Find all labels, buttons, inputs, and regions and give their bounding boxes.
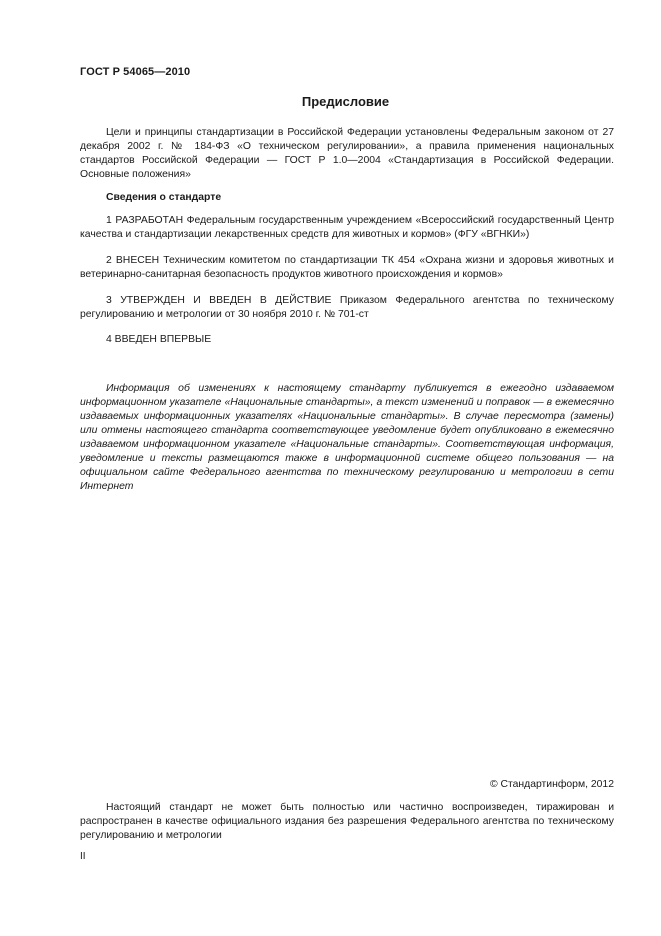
- info-heading: Сведения о стандарте: [106, 192, 222, 203]
- list-item: 1 РАЗРАБОТАН Федеральным государственным учреждением «Всероссийский государственный Центр качества и стандартизации лекарственных средств для животных и кормов» (ФГУ «ВГНКИ»): [80, 215, 614, 240]
- reproduction-notice: Настоящий стандарт не может быть полностью или частично воспроизведен, тиражирован и распространен в качестве официального издания без разрешения Федерального агентства по техническому регулированию и метрологии: [80, 802, 614, 841]
- intro-paragraph: Цели и принципы стандартизации в Российской Федерации установлены Федеральным законом от 27 декабря 2002 г. № 184-ФЗ «О техническом регулировании», а правила применения национальных стандартов Российской Федерации — ГОСТ Р 1.0—2004 «Стандартизация в Российской Федерации. Основные положения»: [80, 127, 614, 180]
- list-item: 2 ВНЕСЕН Техническим комитетом по стандартизации ТК 454 «Охрана жизни и здоровья животных и ветеринарно-санитарная безопасность продуктов животного происхождения и кормов»: [80, 255, 614, 280]
- page-title: Предисловие: [301, 94, 390, 109]
- copyright-line: © Стандартинформ, 2012: [489, 779, 614, 790]
- standard-code: ГОСТ Р 54065—2010: [80, 66, 191, 78]
- amendments-note: Информация об изменениях к настоящему стандарту публикуется в ежегодно издаваемом информационном указателе «Национальные стандарты», а текст изменений и поправок — в ежемесячно издаваемых информационных указателях «Национальные стандарты». В случае пересмотра (замены) или отмены настоящего стандарта соответствующее уведомление будет опубликовано в ежемесячно издаваемом информационном указателе «Национальные стандарты». Соответствующая информация, уведомление и тексты размещаются также в информационной системе общего пользования — на официальном сайте Федерального агентства по техническому регулированию и метрологии в сети Интернет: [80, 383, 614, 492]
- page-number: II: [80, 851, 86, 862]
- list-item: 3 УТВЕРЖДЕН И ВВЕДЕН В ДЕЙСТВИЕ Приказом Федерального агентства по техническому регулированию и метрологии от 30 ноября 2010 г. № 701-ст: [80, 295, 614, 320]
- list-item: 4 ВВЕДЕН ВПЕРВЫЕ: [106, 334, 212, 345]
